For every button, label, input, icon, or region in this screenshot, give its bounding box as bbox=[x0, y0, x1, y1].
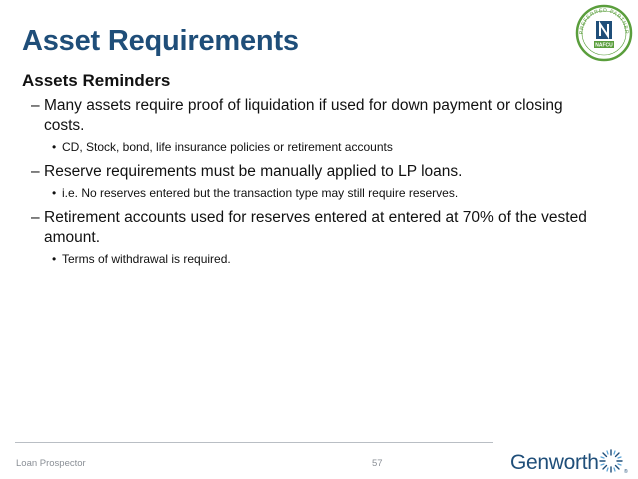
sub-bullet-item bbox=[52, 251, 592, 267]
bullet-text: Retirement accounts used for reserves entered at entered at 70% of the vested amount. bbox=[44, 209, 587, 246]
bullet-dot-icon: • bbox=[52, 252, 57, 266]
genworth-logo bbox=[510, 445, 632, 477]
slide-subtitle: Assets Reminders bbox=[22, 71, 171, 90]
dash-icon: – bbox=[31, 97, 40, 114]
bullet-list bbox=[0, 96, 600, 274]
bullet-item bbox=[31, 162, 589, 182]
preferred-partner-seal bbox=[574, 3, 634, 68]
seal-badge: NAFCU bbox=[595, 42, 613, 49]
slide-title: Asset Requirements bbox=[22, 25, 299, 57]
sub-bullet-text: CD, Stock, bond, life insurance policies or retirement accounts bbox=[62, 140, 393, 154]
bullet-item bbox=[31, 208, 589, 248]
sub-bullet-text: i.e. No reserves entered but the transaction type may still require reserves. bbox=[62, 186, 459, 200]
bullet-text: Many assets require proof of liquidation if used for down payment or closing costs. bbox=[44, 97, 563, 134]
dash-icon: – bbox=[31, 163, 40, 180]
bullet-dot-icon: • bbox=[52, 186, 57, 200]
bullet-dot-icon: • bbox=[52, 140, 57, 154]
svg-text:®: ® bbox=[624, 469, 628, 475]
sub-bullet-text: Terms of withdrawal is required. bbox=[62, 252, 231, 266]
sub-bullet-item bbox=[52, 139, 592, 155]
brand-name: Genworth bbox=[510, 451, 599, 474]
bullet-item bbox=[31, 96, 589, 136]
page-number: 57 bbox=[372, 458, 383, 469]
dash-icon: – bbox=[31, 209, 40, 226]
bullet-text: Reserve requirements must be manually applied to LP loans. bbox=[44, 163, 463, 180]
genworth-star-icon bbox=[598, 447, 628, 475]
sub-bullet-item bbox=[52, 185, 592, 201]
footer-divider bbox=[15, 442, 493, 443]
footer-label: Loan Prospector bbox=[16, 458, 86, 469]
seal-text: PREFERRED PARTNER bbox=[578, 7, 630, 35]
